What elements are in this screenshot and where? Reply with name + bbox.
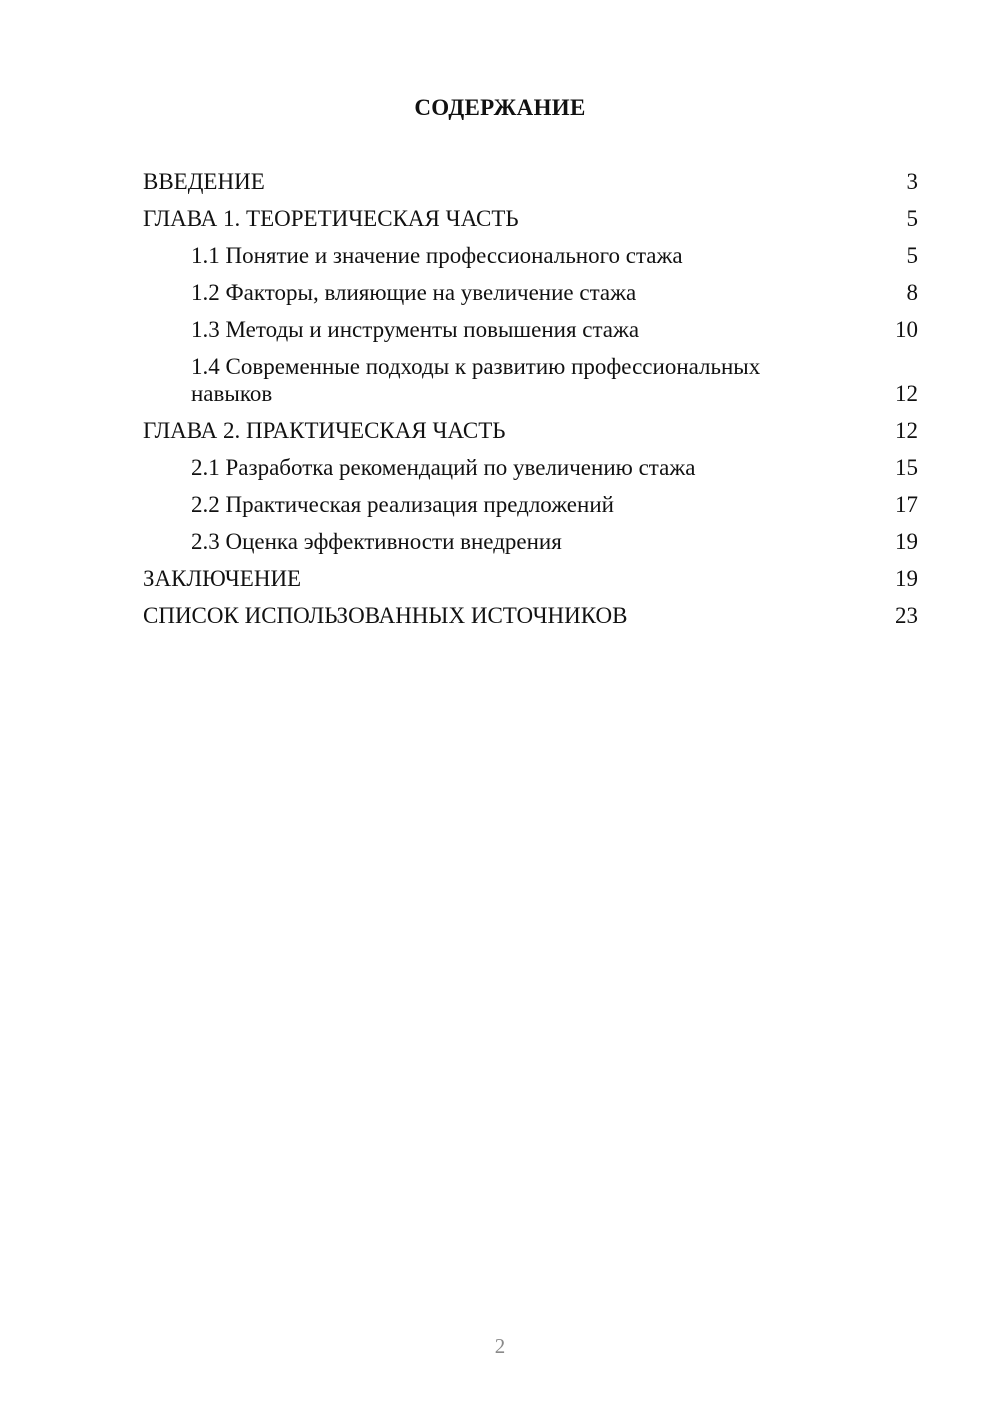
toc-entry-label: ВВЕДЕНИЕ [143,169,265,194]
toc-entry-page: 12 [895,418,918,443]
toc-entry-label: ГЛАВА 1. ТЕОРЕТИЧЕСКАЯ ЧАСТЬ [143,206,519,231]
table-of-contents [143,168,918,639]
toc-entry-conclusion[interactable] [143,565,918,592]
page-number: 2 [494,1334,506,1358]
toc-entry-references[interactable] [143,602,918,629]
toc-entry-section-1-2[interactable] [143,279,918,306]
toc-entry-section-2-3[interactable] [143,528,918,555]
toc-entry-page: 8 [906,280,918,305]
toc-entry-label: 2.2 Практическая реализация предложений [191,492,614,517]
toc-entry-page: 15 [895,455,918,480]
toc-entry-page: 19 [895,529,918,554]
toc-entry-page: 17 [895,492,918,517]
toc-entry-label: 2.1 Разработка рекомендаций по увеличению стажа [191,455,696,480]
toc-entry-introduction[interactable] [143,168,918,195]
toc-entry-page: 3 [906,169,918,194]
toc-entry-section-1-1[interactable] [143,242,918,269]
toc-entry-chapter-2[interactable] [143,417,918,444]
toc-entry-page: 12 [895,381,918,406]
toc-entry-page: 5 [906,243,918,268]
toc-entry-label: СПИСОК ИСПОЛЬЗОВАННЫХ ИСТОЧНИКОВ [143,603,628,628]
toc-entry-section-2-2[interactable] [143,491,918,518]
toc-entry-page: 5 [906,206,918,231]
toc-entry-page: 23 [895,603,918,628]
toc-entry-section-2-1[interactable] [143,454,918,481]
toc-entry-page: 10 [895,317,918,342]
toc-entry-label: 2.3 Оценка эффективности внедрения [191,529,562,554]
toc-entry-label: ГЛАВА 2. ПРАКТИЧЕСКАЯ ЧАСТЬ [143,418,506,443]
toc-entry-label: 1.1 Понятие и значение профессионального стажа [191,243,683,268]
toc-entry-page: 19 [895,566,918,591]
toc-entry-label: 1.2 Факторы, влияющие на увеличение стажа [191,280,637,305]
page-title: СОДЕРЖАНИЕ [414,95,586,120]
toc-entry-section-1-3[interactable] [143,316,918,343]
toc-entry-label: 1.4 Современные подходы к развитию профессиональных навыков [191,354,761,406]
toc-entry-section-1-4[interactable] [143,353,918,407]
toc-entry-label: ЗАКЛЮЧЕНИЕ [143,566,302,591]
toc-entry-chapter-1[interactable] [143,205,918,232]
toc-entry-label: 1.3 Методы и инструменты повышения стажа [191,317,640,342]
